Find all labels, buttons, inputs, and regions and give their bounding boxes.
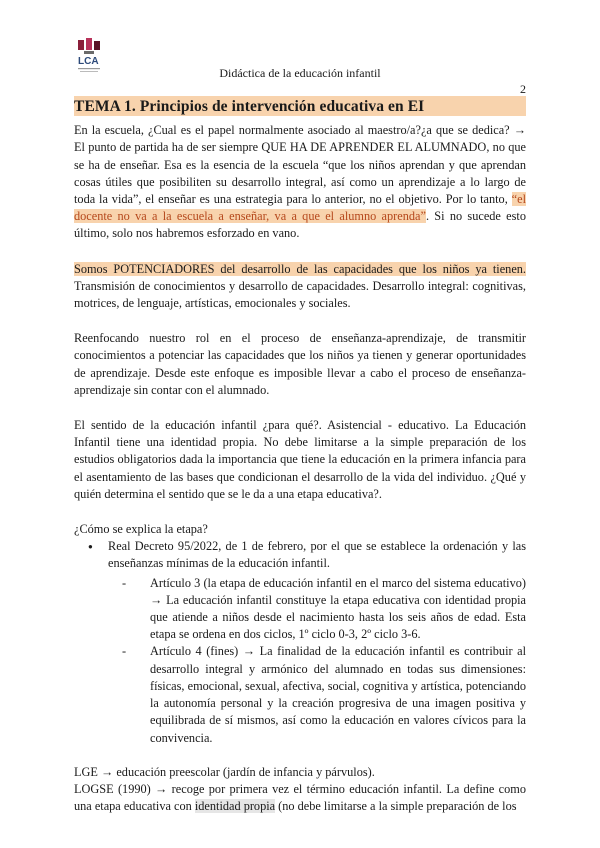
- paragraph-intro-text-a: En la escuela, ¿Cual es el papel normalmente asociado al maestro/a?¿a que se dedica? → El punto de partida ha de ser siempre QUE HA DE APRENDER EL ALUMNADO, no que se ha de enseñar. Esa es la esencia de la escuela “que los niños aprendan y que aprendan cosas útiles que posibiliten su desarrollo integral, así como un aprendizaje a lo largo de toda la vida”, el enseñar es una estrategia para lo anterior, no el objetivo. Por lo tanto,: [74, 123, 526, 207]
- sub-list-item: - Artículo 3 (la etapa de educación infantil en el marco del sistema educativo) → La educación infantil constituye la etapa educativa con identidad propia que atiende a niños desde el nacimiento hasta los seis años de edad. Esta etapa se ordena en dos ciclos, 1º ciclo 0-3, 2º ciclo 3-6.: [150, 575, 526, 644]
- highlighted-statement: Somos POTENCIADORES del desarrollo de las capacidades que los niños ya tienen.: [74, 261, 526, 276]
- document-body: [74, 96, 526, 815]
- highlighted-quote: “el docente no va a la escuela a enseñar, va a que el alumno aprenda”: [74, 192, 526, 224]
- paragraph-potenciadores: [74, 261, 526, 313]
- document-header-title: Didáctica de la educación infantil: [219, 66, 381, 80]
- page-number: 2: [520, 82, 526, 96]
- paragraph-logse-text-b: (no debe limitarse a la simple preparación de los: [275, 799, 517, 814]
- paragraph-logse-text-a: LOGSE (1990) → recoge por primera vez el término educación infantil. La define como una etapa educativa con: [74, 781, 526, 814]
- highlighted-term: identidad propia: [194, 799, 276, 814]
- paragraph-reenfocando: Reenfocando nuestro rol en el proceso de enseñanza-aprendizaje, de transmitir conocimientos a potenciar las capacidades que los niños ya tienen y generar oportunidades de aprendizaje. Desde este enfoque es imposible llevar a cabo el proceso de enseñanza-aprendizaje sin contar con el alumnado.: [74, 331, 526, 397]
- paragraph-potenciadores-rest: Transmisión de conocimientos y desarrollo de capacidades. Desarrollo integral: cognitivas, motrices, de lenguaje, artísticas, emocionales y sociales.: [74, 278, 526, 311]
- question-etapa: ¿Cómo se explica la etapa?: [74, 522, 208, 537]
- bullet-list: [74, 538, 526, 746]
- list-item: [108, 538, 526, 746]
- paragraph-lge: LGE → educación preescolar (jardín de infancia y párvulos).: [74, 764, 375, 779]
- section-heading: TEMA 1. Principios de intervención educativa en EI: [74, 96, 526, 116]
- paragraph-logse: [74, 781, 526, 815]
- list-item-text: Real Decreto 95/2022, de 1 de febrero, por el que se establece la ordenación y las enseñanzas mínimas de la educación infantil.: [108, 539, 526, 571]
- sub-list-item: - Artículo 4 (fines) → La finalidad de la educación infantil es contribuir al desarrollo integral y armónico del alumnado en todas sus dimensiones: físicas, emocional, sexual, afectiva, social, cognitiva y artística, potenciando la autonomía personal y la creación progresiva de una imagen positiva y equilibrada de sí mismos, así como la educación en valores cívicos para la convivencia.: [150, 643, 526, 746]
- paragraph-sentido: El sentido de la educación infantil ¿para qué?. Asistencial - educativo. La Educación Infantil tiene una identidad propia. No debe limitarse a la simple preparación de los estudios obligatorios dada la importancia que tiene la educación en la primera infancia para el asentamiento de las bases que condicionan el desarrollo de la vida del individuo. ¿Qué y quién determina el sentido que se le da a una etapa educativa?.: [74, 418, 526, 501]
- sub-list: [108, 575, 526, 747]
- paragraph-intro-text-b: . Si no sucede esto último, solo nos habremos esforzado en vano.: [74, 209, 526, 241]
- paragraph-intro: [74, 122, 526, 242]
- logo-text: LCA: [78, 56, 99, 67]
